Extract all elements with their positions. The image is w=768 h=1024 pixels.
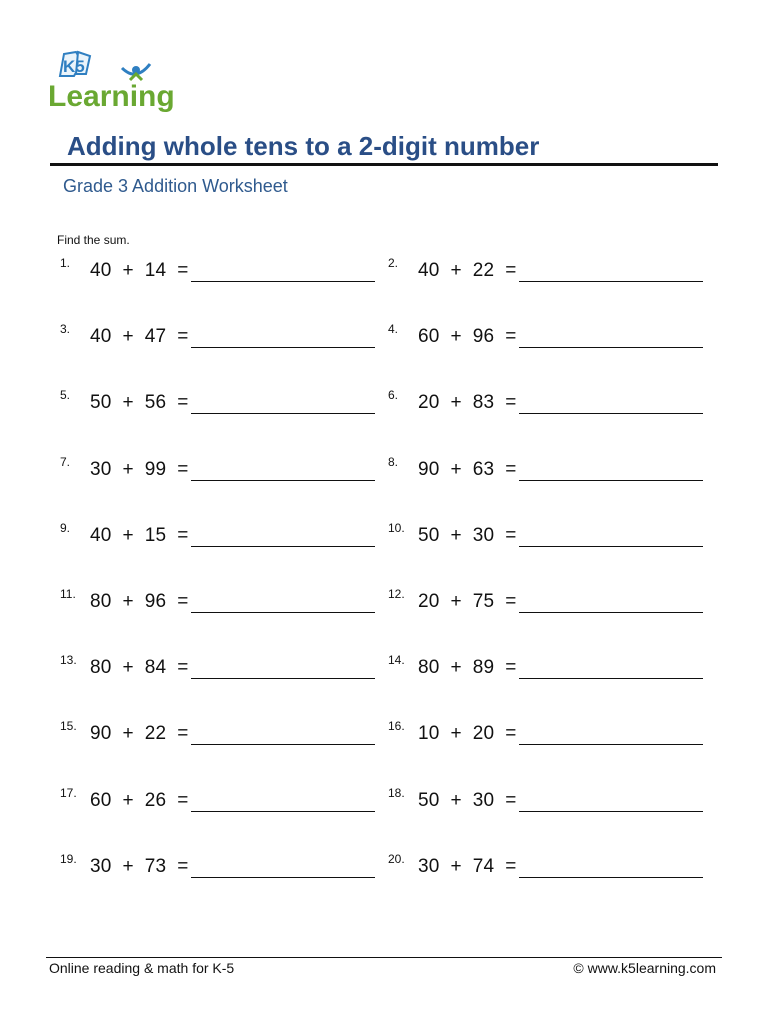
problem-number: 1. — [60, 256, 71, 270]
problem-number: 11. — [60, 587, 76, 601]
operand-a: 40 — [90, 326, 112, 347]
plus-sign: + — [122, 657, 134, 678]
plus-sign: + — [450, 326, 462, 347]
plus-sign: + — [122, 723, 134, 744]
problem-item — [60, 256, 390, 286]
equals-sign: = — [177, 591, 189, 612]
operand-a: 80 — [90, 657, 112, 678]
operand-b: 89 — [472, 657, 495, 678]
operand-a: 80 — [418, 657, 440, 678]
equals-sign: = — [505, 326, 517, 347]
operand-b: 96 — [144, 591, 167, 612]
operand-a: 10 — [418, 723, 440, 744]
footer-tagline: Online reading & math for K-5 — [49, 960, 235, 976]
operand-b: 22 — [472, 260, 495, 281]
logo-k5-text: K5 — [63, 57, 85, 76]
problem-expression — [90, 392, 189, 414]
problem-item — [388, 388, 718, 418]
answer-blank[interactable] — [519, 811, 703, 812]
problem-number: 5. — [60, 388, 71, 402]
equals-sign: = — [177, 525, 189, 546]
page-title: Adding whole tens to a 2-digit number — [67, 131, 540, 161]
problem-item — [388, 322, 718, 352]
plus-sign: + — [450, 790, 462, 811]
operand-b: 84 — [144, 657, 167, 678]
problem-expression — [90, 459, 189, 481]
plus-sign: + — [450, 260, 462, 281]
problem-item — [388, 587, 718, 617]
equals-sign: = — [505, 723, 517, 744]
problem-number: 8. — [388, 455, 399, 469]
problem-number: 12. — [388, 587, 405, 601]
equals-sign: = — [505, 260, 517, 281]
problem-number: 20. — [388, 852, 405, 866]
operand-b: 15 — [144, 525, 167, 546]
problem-expression — [90, 657, 189, 679]
answer-blank[interactable] — [519, 678, 703, 679]
problem-expression — [90, 326, 189, 348]
problem-item — [60, 587, 390, 617]
answer-blank[interactable] — [191, 480, 375, 481]
equals-sign: = — [505, 392, 517, 413]
problem-item — [388, 852, 718, 882]
problem-expression — [90, 525, 189, 547]
plus-sign: + — [122, 525, 134, 546]
problem-expression — [418, 790, 517, 812]
answer-blank[interactable] — [519, 612, 703, 613]
operand-a: 20 — [418, 591, 440, 612]
problem-item — [60, 786, 390, 816]
plus-sign: + — [450, 723, 462, 744]
operand-a: 20 — [418, 392, 440, 413]
operand-a: 30 — [90, 856, 112, 877]
answer-blank[interactable] — [191, 612, 375, 613]
plus-sign: + — [450, 591, 462, 612]
problem-number: 6. — [388, 388, 399, 402]
problem-number: 17. — [60, 786, 77, 800]
problem-item — [388, 786, 718, 816]
operand-b: 75 — [472, 591, 495, 612]
equals-sign: = — [177, 459, 189, 480]
problem-expression — [418, 525, 517, 547]
operand-a: 90 — [418, 459, 440, 480]
problem-item — [388, 653, 718, 683]
operand-b: 26 — [144, 790, 167, 811]
title-divider — [50, 163, 718, 166]
plus-sign: + — [450, 525, 462, 546]
equals-sign: = — [177, 326, 189, 347]
answer-blank[interactable] — [191, 413, 375, 414]
operand-b: 99 — [144, 459, 167, 480]
answer-blank[interactable] — [191, 546, 375, 547]
answer-blank[interactable] — [519, 877, 703, 878]
operand-b: 20 — [472, 723, 495, 744]
answer-blank[interactable] — [191, 678, 375, 679]
footer-divider — [46, 957, 722, 958]
equals-sign: = — [177, 790, 189, 811]
operand-a: 50 — [90, 392, 112, 413]
operand-b: 22 — [144, 723, 167, 744]
page-subtitle: Grade 3 Addition Worksheet — [63, 176, 288, 196]
problem-number: 15. — [60, 719, 77, 733]
problem-item — [60, 322, 390, 352]
answer-blank[interactable] — [519, 281, 703, 282]
answer-blank[interactable] — [519, 744, 703, 745]
operand-b: 83 — [472, 392, 495, 413]
operand-a: 50 — [418, 790, 440, 811]
problem-expression — [418, 459, 517, 481]
answer-blank[interactable] — [519, 480, 703, 481]
logo-graphic — [46, 50, 188, 114]
problem-number: 9. — [60, 521, 71, 535]
equals-sign: = — [505, 657, 517, 678]
equals-sign: = — [177, 260, 189, 281]
problem-number: 13. — [60, 653, 77, 667]
problem-expression — [418, 657, 517, 679]
operand-a: 90 — [90, 723, 112, 744]
logo-learning-text: Learning — [48, 80, 175, 113]
problem-number: 19. — [60, 852, 77, 866]
operand-a: 40 — [90, 260, 112, 281]
problem-item — [60, 455, 390, 485]
answer-blank[interactable] — [191, 281, 375, 282]
problem-number: 3. — [60, 322, 71, 336]
plus-sign: + — [122, 260, 134, 281]
answer-blank[interactable] — [519, 413, 703, 414]
operand-b: 30 — [472, 790, 495, 811]
plus-sign: + — [450, 657, 462, 678]
problem-number: 4. — [388, 322, 399, 336]
problem-expression — [418, 260, 517, 282]
operand-b: 63 — [472, 459, 495, 480]
equals-sign: = — [177, 657, 189, 678]
operand-a: 60 — [90, 790, 112, 811]
operand-b: 96 — [472, 326, 495, 347]
operand-a: 80 — [90, 591, 112, 612]
equals-sign: = — [505, 790, 517, 811]
plus-sign: + — [122, 790, 134, 811]
problem-expression — [90, 856, 189, 878]
problem-item — [60, 388, 390, 418]
problem-item — [388, 455, 718, 485]
plus-sign: + — [122, 326, 134, 347]
problem-expression — [90, 790, 189, 812]
problem-item — [60, 653, 390, 683]
equals-sign: = — [177, 856, 189, 877]
problem-number: 2. — [388, 256, 399, 270]
operand-a: 40 — [90, 525, 112, 546]
problem-number: 14. — [388, 653, 405, 667]
problem-expression — [90, 723, 189, 745]
operand-b: 30 — [472, 525, 495, 546]
equals-sign: = — [505, 591, 517, 612]
plus-sign: + — [122, 856, 134, 877]
answer-blank[interactable] — [519, 347, 703, 348]
operand-a: 30 — [418, 856, 440, 877]
plus-sign: + — [122, 459, 134, 480]
k5-learning-logo — [46, 50, 188, 114]
problem-number: 18. — [388, 786, 405, 800]
problem-item — [60, 719, 390, 749]
problem-item — [388, 256, 718, 286]
problem-item — [60, 521, 390, 551]
problem-expression — [418, 326, 517, 348]
operand-a: 30 — [90, 459, 112, 480]
equals-sign: = — [505, 525, 517, 546]
operand-b: 56 — [144, 392, 167, 413]
operand-b: 74 — [472, 856, 495, 877]
problem-item — [388, 719, 718, 749]
problem-number: 10. — [388, 521, 405, 535]
problem-item — [60, 852, 390, 882]
plus-sign: + — [122, 392, 134, 413]
answer-blank[interactable] — [191, 347, 375, 348]
instruction-text: Find the sum. — [57, 233, 130, 247]
operand-b: 14 — [144, 260, 167, 281]
problem-expression — [90, 260, 189, 282]
problem-expression — [418, 591, 517, 613]
answer-blank[interactable] — [519, 546, 703, 547]
answer-blank[interactable] — [191, 877, 375, 878]
operand-a: 60 — [418, 326, 440, 347]
plus-sign: + — [122, 591, 134, 612]
equals-sign: = — [177, 723, 189, 744]
problem-expression — [418, 392, 517, 414]
problem-expression — [90, 591, 189, 613]
operand-b: 47 — [144, 326, 167, 347]
answer-blank[interactable] — [191, 811, 375, 812]
problem-number: 16. — [388, 719, 405, 733]
equals-sign: = — [505, 459, 517, 480]
operand-a: 50 — [418, 525, 440, 546]
footer-website: © www.k5learning.com — [573, 960, 716, 976]
operand-a: 40 — [418, 260, 440, 281]
plus-sign: + — [450, 392, 462, 413]
problem-item — [388, 521, 718, 551]
problem-expression — [418, 856, 517, 878]
problem-expression — [418, 723, 517, 745]
plus-sign: + — [450, 459, 462, 480]
operand-b: 73 — [144, 856, 167, 877]
equals-sign: = — [177, 392, 189, 413]
problem-number: 7. — [60, 455, 71, 469]
answer-blank[interactable] — [191, 744, 375, 745]
equals-sign: = — [505, 856, 517, 877]
plus-sign: + — [450, 856, 462, 877]
